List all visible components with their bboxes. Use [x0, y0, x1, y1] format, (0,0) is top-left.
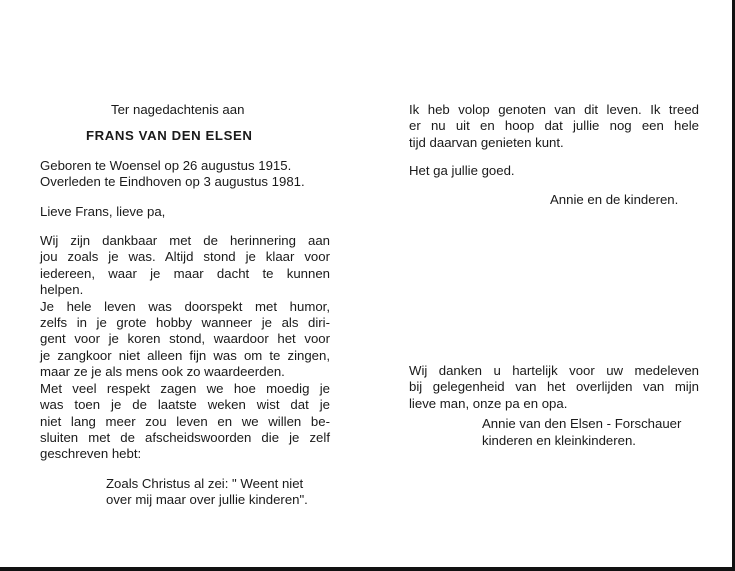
left-panel — [40, 102, 330, 509]
text-line: niet lang meer zou leven en we willen be- — [40, 413, 330, 429]
memorial-text — [40, 233, 330, 463]
text-line: jou zoals je was. Altijd stond je klaar voor — [40, 249, 330, 265]
right-panel — [409, 102, 699, 208]
text-line: gent voor je koren stond, waardoor het voor — [40, 331, 330, 347]
text-line: lieve man, onze pa en opa. — [409, 395, 568, 411]
thanks-text — [409, 363, 699, 412]
scan-edge-bottom — [0, 567, 735, 571]
text-line: bij gelegenheid van het overlijden van mijn — [409, 379, 699, 395]
text-line: je zangkoor niet alleen fijn was om te zingen, — [40, 347, 330, 363]
greeting: Lieve Frans, lieve pa, — [40, 203, 166, 219]
thanks-section — [409, 363, 699, 449]
text-line: helpen. — [40, 282, 84, 298]
farewell-words — [409, 102, 699, 151]
thanks-signature — [482, 416, 699, 449]
text-line: geschreven hebt: — [40, 446, 142, 462]
goodbye-line: Het ga jullie goed. — [409, 163, 515, 179]
text-line: was toen je de laatste weken wist dat je — [40, 397, 330, 413]
quote-line: Zoals Christus al zei: " Weent niet — [106, 475, 304, 491]
text-line: Wij danken u hartelijk voor uw medeleven — [409, 363, 699, 378]
text-line: tijd daarvan genieten kunt. — [409, 134, 564, 150]
text-line: er nu uit en hoop dat jullie nog een hele — [409, 118, 699, 134]
text-line: zelfs in je grote hobby wanneer je als diri- — [40, 315, 330, 331]
signature-line: Annie van den Elsen - Forschauer — [482, 416, 682, 432]
birth-line: Geboren te Woensel op 26 augustus 1915. — [40, 157, 292, 173]
text-line: Met veel respekt zagen we hoe moedig je — [40, 380, 330, 396]
text-line: Je hele leven was doorspekt met humor, — [40, 298, 330, 314]
death-line: Overleden te Eindhoven op 3 augustus 1981. — [40, 174, 305, 190]
life-dates — [40, 158, 330, 191]
text-line: maar ze je als mens ook zo waardeerden. — [40, 364, 285, 380]
text-line: sluiten met de afscheidswoorden die je zelf — [40, 429, 330, 445]
text-line: Ik heb volop genoten van dit leven. Ik treed — [409, 102, 699, 117]
quote-line: over mij maar over jullie kinderen". — [106, 492, 308, 508]
family-signature: Annie en de kinderen. — [550, 191, 679, 207]
deceased-name: FRANS VAN DEN ELSEN — [86, 128, 253, 144]
signature-line: kinderen en kleinkinderen. — [482, 432, 636, 448]
text-line: Wij zijn dankbaar met de herinnering aan — [40, 233, 330, 249]
memorial-intro: Ter nagedachtenis aan — [111, 102, 245, 117]
text-line: iedereen, waar je maar dacht te kunnen — [40, 265, 330, 281]
farewell-quote — [106, 476, 330, 509]
